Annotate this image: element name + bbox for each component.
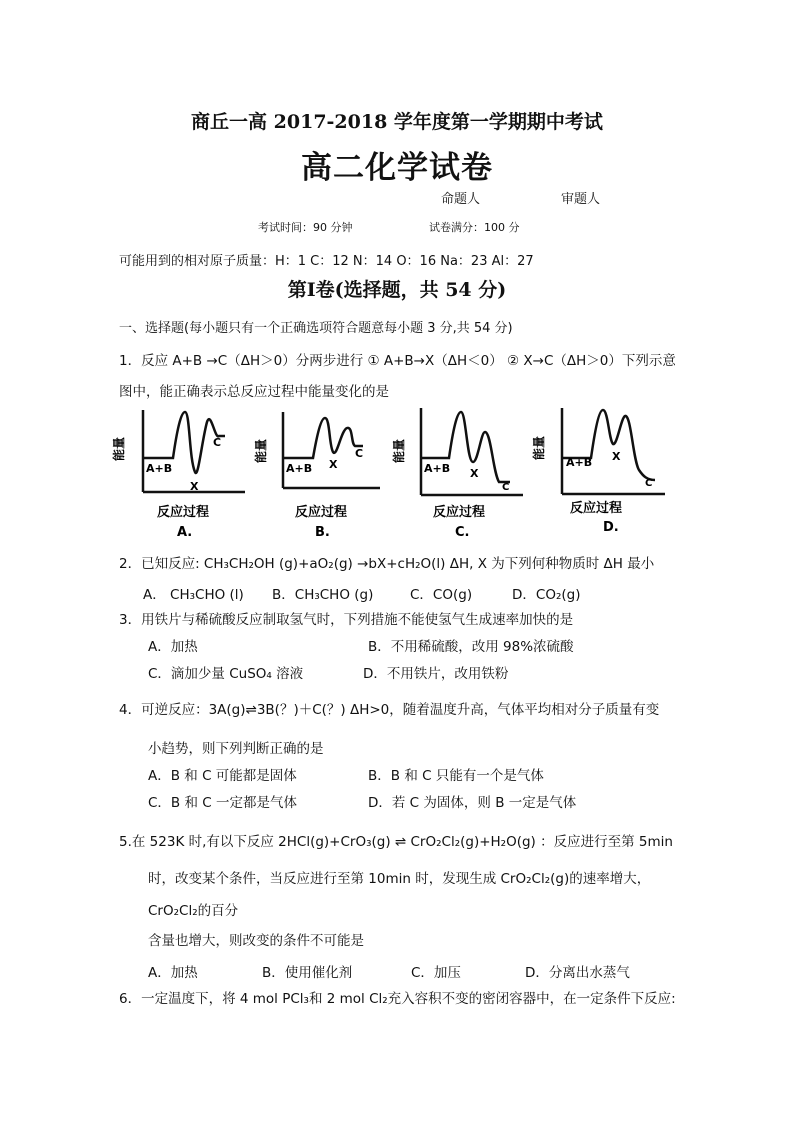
diagram-b-x-label: X: [329, 458, 338, 471]
q3-option-d[interactable]: D．不用铁片，改用铁粉: [363, 666, 509, 682]
diagram-a-ylabel: 能量: [112, 436, 126, 461]
q1-energy-diagrams: [112, 400, 695, 545]
paper-subtitle: 高二化学试卷: [301, 150, 493, 186]
q4-option-b[interactable]: B．B 和 C 只能有一个是气体: [368, 768, 544, 784]
atomic-masses: 可能用到的相对原子质量：H：1 C：12 N：14 O：16 Na：23 Al：27: [119, 254, 534, 269]
diagram-b-ylabel: 能量: [254, 438, 268, 463]
diagram-b-ab-label: A+B: [286, 462, 313, 475]
diagram-c[interactable]: [391, 408, 523, 540]
diagram-c-x-label: X: [470, 467, 479, 480]
exam-time: 考试时间：90 分钟: [258, 221, 353, 234]
q2-option-a[interactable]: A． CH₃CHO (l): [143, 587, 244, 603]
q4-option-a[interactable]: A．B 和 C 可能都是固体: [148, 768, 297, 784]
q3-option-b[interactable]: B．不用稀硫酸，改用 98%浓硫酸: [368, 639, 574, 655]
diagram-a-ab-label: A+B: [146, 462, 173, 475]
q3-stem: 3．用铁片与稀硫酸反应制取氢气时，下列措施不能使氢气生成速率加快的是: [119, 612, 574, 628]
q5-stem-line1: 5.在 523K 时,有以下反应 2HCl(g)+CrO₃(g) ⇌ CrO₂Cl₂(g)+H₂O(g) ：反应进行至第 5min: [119, 834, 673, 850]
diagram-c-c-label: C: [502, 482, 510, 493]
q4-stem-line1: 4．可逆反应：3A(g)⇌3B(？)＋C(？) ΔH>0，随着温度升高，气体平均相对分子质量有变: [119, 702, 660, 718]
q3-option-c[interactable]: C．滴加少量 CuSO₄ 溶液: [148, 666, 304, 682]
reviewer-label: 审题人: [561, 192, 601, 207]
q3-option-a[interactable]: A．加热: [148, 639, 198, 655]
diagram-b-c-label: C: [355, 447, 364, 460]
q1-stem-line1: 1．反应 A+B →C（ΔH＞0）分两步进行 ① A+B→X（ΔH＜0） ② X→C（ΔH＞0）下列示意: [119, 353, 676, 369]
q2-stem: 2．已知反应: CH₃CH₂OH (g)+aO₂(g) →bX+cH₂O(l) ΔH, X 为下列何种物质时 ΔH 最小: [119, 556, 655, 572]
diagram-d-xlabel: 反应过程: [570, 501, 623, 516]
diagram-c-xlabel: 反应过程: [433, 505, 486, 520]
q5-stem-line3: CrO₂Cl₂的百分: [148, 903, 239, 919]
diagram-c-option: C.: [455, 525, 470, 540]
section-title: 第Ⅰ卷(选择题，共 54 分): [287, 279, 507, 301]
diagram-a-c-label: C: [213, 436, 222, 449]
q4-option-c[interactable]: C．B 和 C 一定都是气体: [148, 795, 297, 811]
q4-option-d[interactable]: D．若 C 为固体，则 B 一定是气体: [368, 795, 577, 811]
q2-option-d[interactable]: D．CO₂(g): [512, 587, 581, 603]
q6-stem: 6．一定温度下，将 4 mol PCl₃和 2 mol Cl₂充入容积不变的密闭容器中，在一定条件下反应:: [119, 991, 676, 1007]
q1-stem-line2: 图中，能正确表示总反应过程中能量变化的是: [119, 384, 389, 400]
diagram-d-option: D.: [603, 520, 619, 535]
diagram-a-x-label: X: [190, 480, 199, 493]
diagram-c-ylabel: 能量: [392, 438, 406, 463]
diagram-c-ab-label: A+B: [424, 462, 451, 475]
q5-option-c[interactable]: C．加压: [411, 965, 461, 981]
q5-option-b[interactable]: B．使用催化剂: [262, 965, 353, 981]
q4-stem-line2: 小趋势，则下列判断正确的是: [148, 741, 324, 757]
q2-option-c[interactable]: C．CO(g): [410, 587, 473, 603]
q5-stem-line4: 含量也增大，则改变的条件不可能是: [148, 933, 364, 949]
q5-option-a[interactable]: A．加热: [148, 965, 198, 981]
q5-stem-line2: 时，改变某个条件，当反应进行至第 10min 时，发现生成 CrO₂Cl₂(g)的速率增大，: [148, 871, 651, 887]
diagram-b-option: B.: [315, 525, 330, 540]
diagram-b-xlabel: 反应过程: [295, 505, 348, 520]
author-label: 命题人: [441, 192, 481, 207]
diagram-a[interactable]: [111, 410, 245, 540]
diagram-a-option: A.: [177, 525, 193, 540]
full-score: 试卷满分：100 分: [429, 221, 520, 234]
diagram-d-x-label: X: [612, 450, 621, 463]
diagram-d[interactable]: [531, 408, 665, 535]
q2-option-b[interactable]: B．CH₃CHO (g): [272, 587, 374, 603]
diagram-d-ab-label: A+B: [566, 456, 593, 469]
diagram-a-xlabel: 反应过程: [157, 505, 210, 520]
section-instruction: 一、选择题(每小题只有一个正确选项符合题意每小题 3 分,共 54 分): [119, 321, 513, 336]
diagram-d-ylabel: 能量: [532, 435, 546, 460]
diagram-b[interactable]: [253, 412, 380, 540]
q5-option-d[interactable]: D．分离出水蒸气: [525, 965, 630, 981]
diagram-d-c-label: C: [645, 478, 653, 489]
exam-title: 商丘一高 2017-2018 学年度第一学期期中考试: [191, 111, 603, 133]
